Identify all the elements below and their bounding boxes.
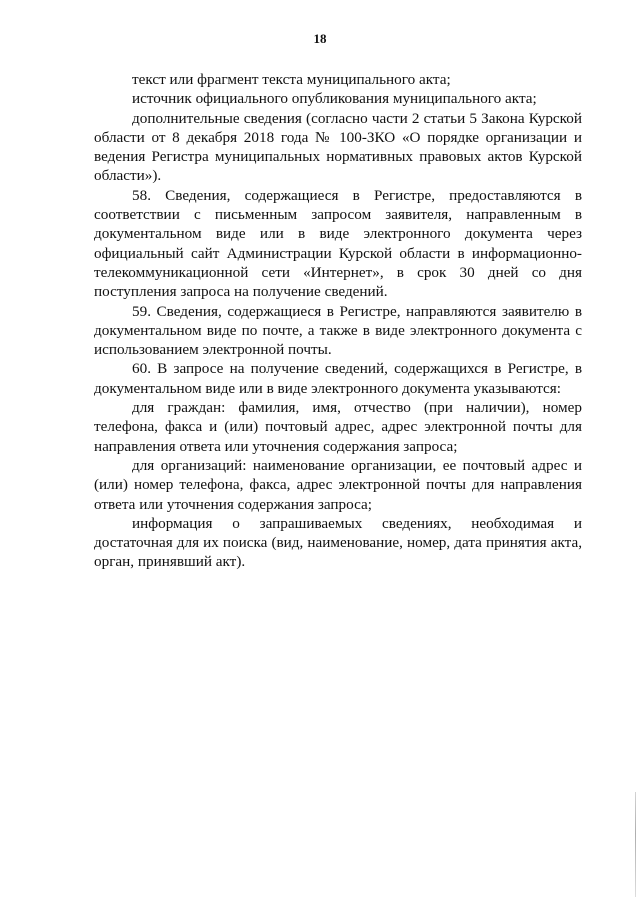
paragraph-organizations: для организаций: наименование организации, ее почтовый адрес и (или) номер телефона, факса, адрес электронной почты для направления ответа или уточнения содержания запроса; bbox=[94, 456, 582, 513]
paragraph-item-60: 60. В запросе на получение сведений, содержащихся в Регистре, в документальном виде или в виде электронного документа указываются: bbox=[94, 360, 582, 397]
page-number: 18 bbox=[313, 31, 327, 46]
paragraph-text-fragment: текст или фрагмент текста муниципального акта; bbox=[132, 71, 451, 88]
paragraph-item-58: 58. Сведения, содержащиеся в Регистре, предоставляются в соответствии с письменным запросом заявителя, направленным в документальном виде или в виде электронного документа через официальный сайт Администрации Курской области в информационно-телекоммуникационной сети «Интернет», в срок 30 дней со дня поступления запроса на получение сведений. bbox=[94, 186, 582, 301]
paragraph-citizens: для граждан: фамилия, имя, отчество (при наличии), номер телефона, факса и (или) почтовый адрес, адрес электронной почты для направления ответа или уточнения содержания запроса; bbox=[94, 399, 582, 455]
paragraph-item-59: 59. Сведения, содержащиеся в Регистре, направляются заявителю в документальном виде по почте, а также в виде электронного документа с использованием электронной почты. bbox=[94, 302, 582, 359]
paragraph-additional-info: дополнительные сведения (согласно части 2 статьи 5 Закона Курской области от 8 декабря 2018 года № 100-ЗКО «О порядке организации и ведения Регистра муниципальных нормативных правовых актов Курской области»). bbox=[94, 109, 582, 185]
scan-edge-mark bbox=[635, 792, 636, 897]
paragraph-requested-info: информация о запрашиваемых сведениях, необходимая и достаточная для их поиска (вид, наименование, номер, дата принятия акта, орган, принявший акт). bbox=[94, 514, 582, 571]
paragraph-publication-source: источник официального опубликования муниципального акта; bbox=[132, 90, 537, 108]
document-body bbox=[94, 70, 582, 572]
